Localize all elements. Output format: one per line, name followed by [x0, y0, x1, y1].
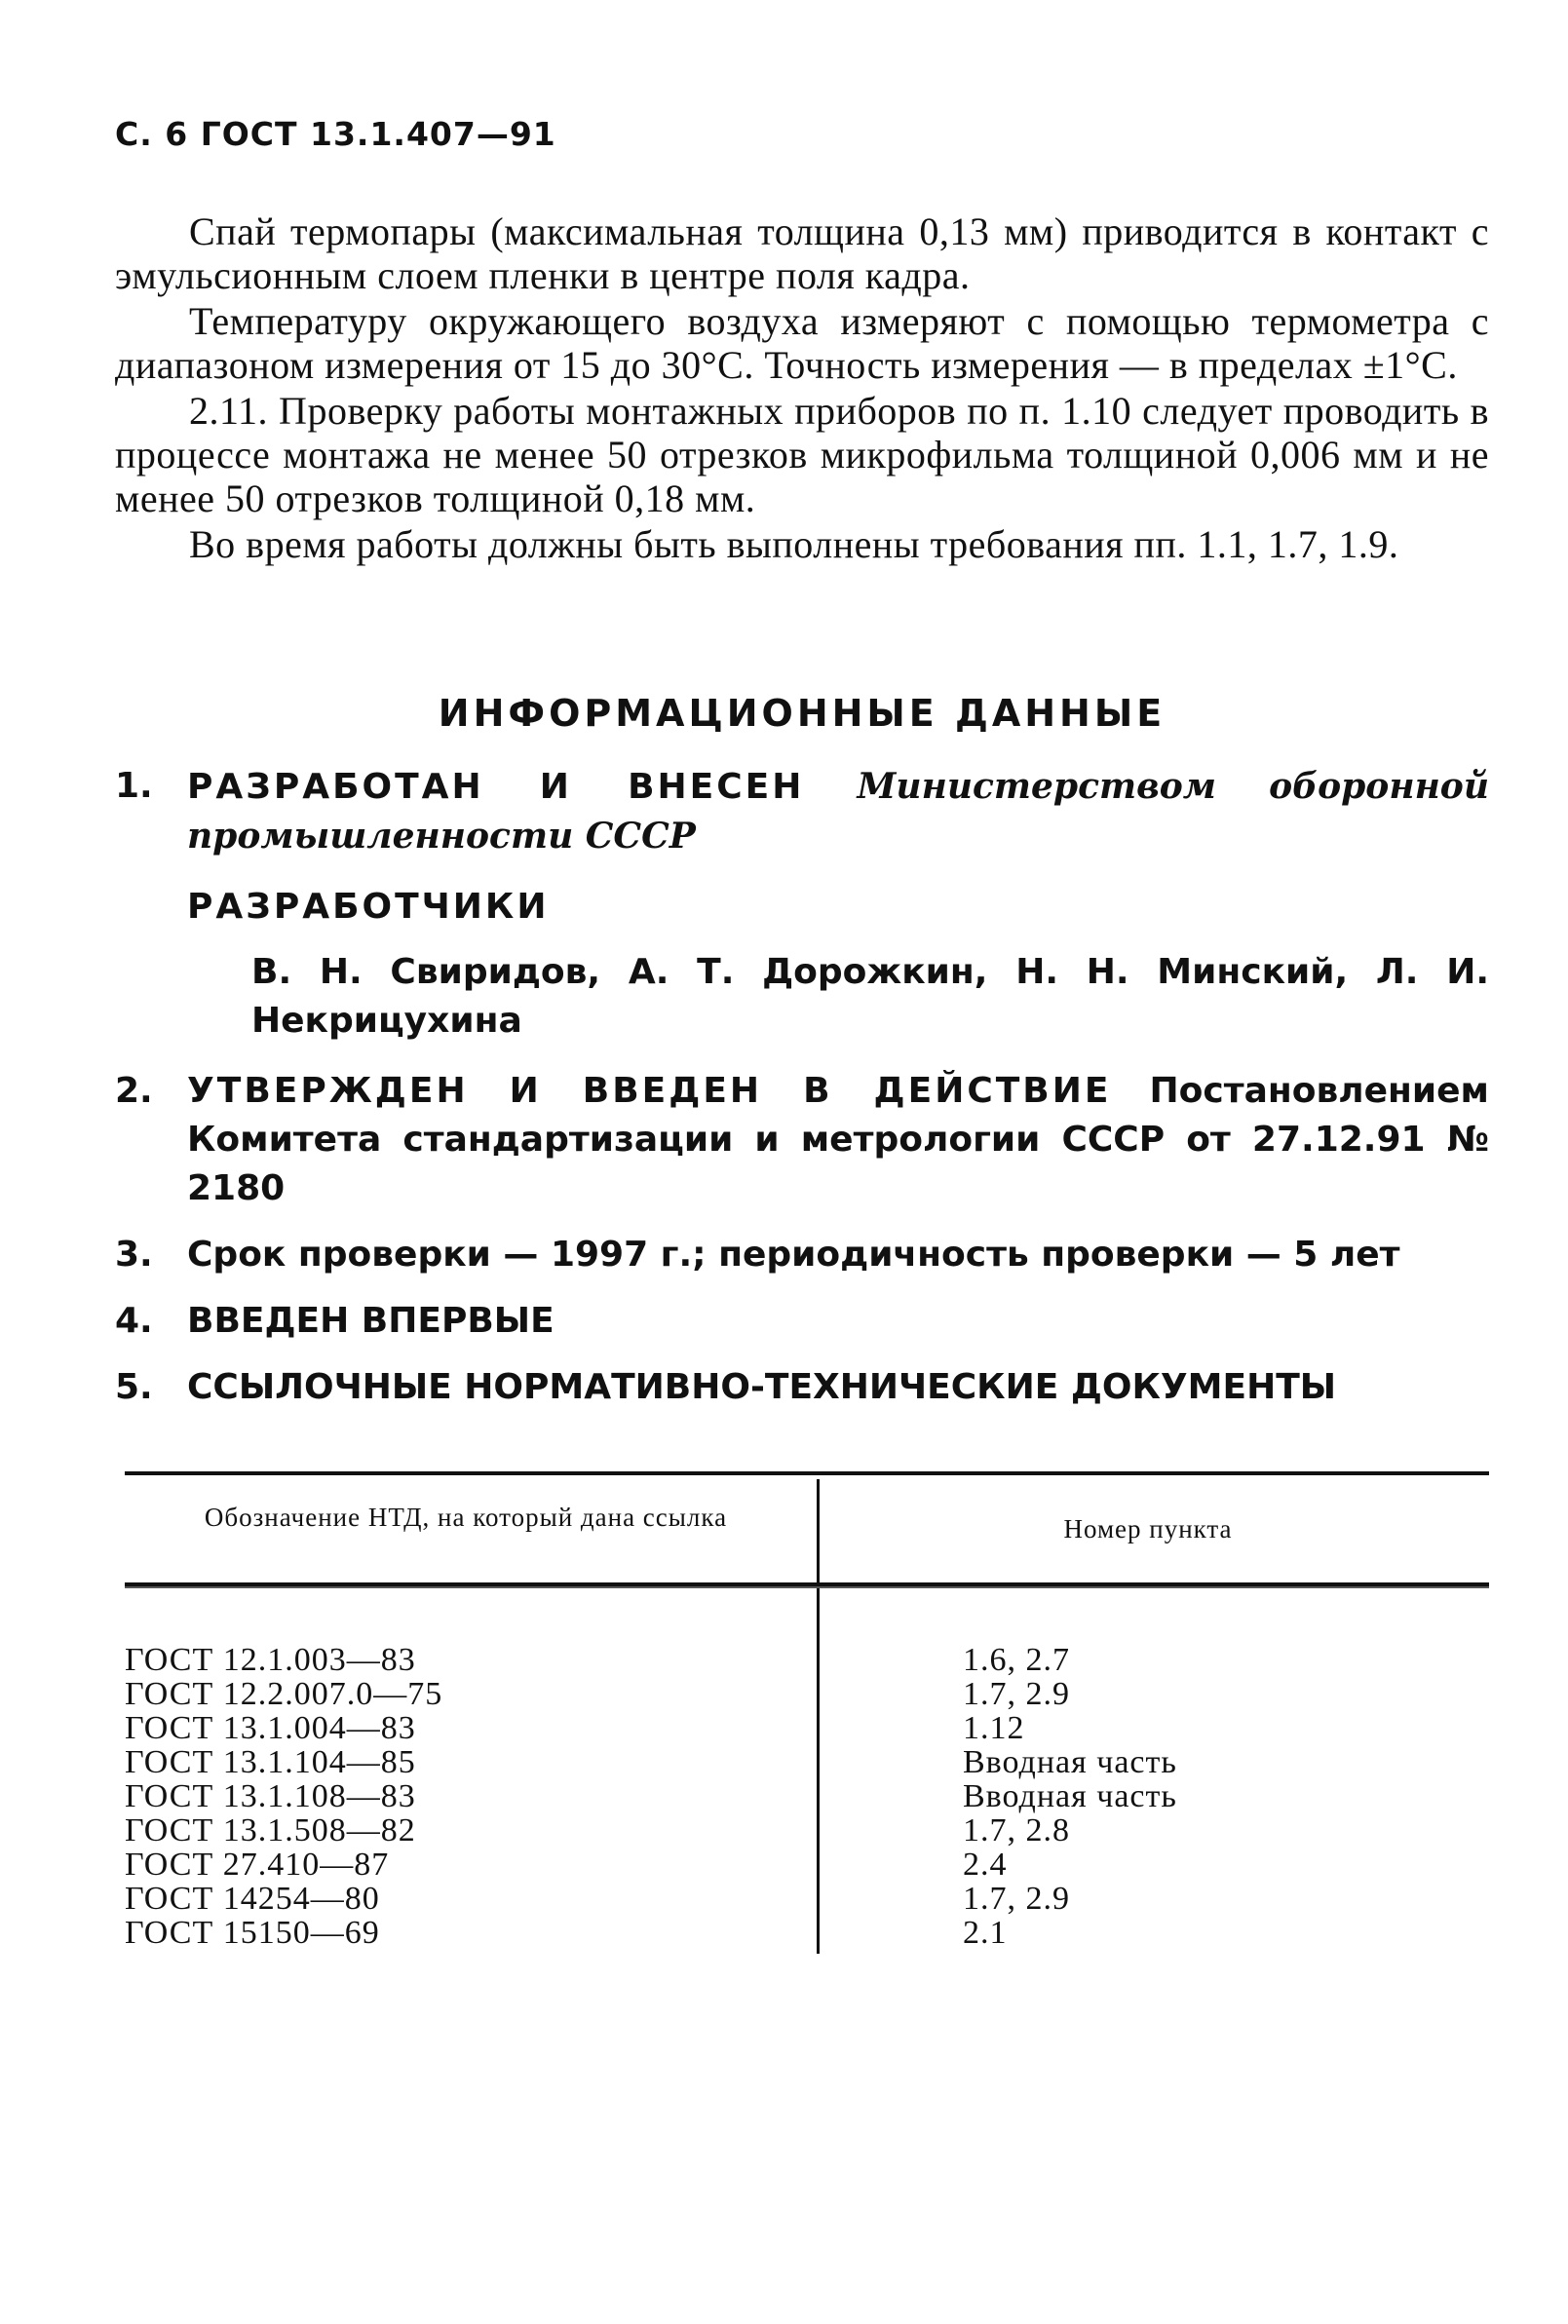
doc-designation: ГОСТ 12.2.007.0—75 — [125, 1676, 443, 1712]
item-number: 5. — [115, 1367, 153, 1407]
item-caps: РАЗРАБОТАН И ВНЕСЕН — [187, 767, 805, 807]
paragraph: 2.11. Проверку работы монтажных приборов по п. 1.10 следует проводить в процессе монтажа не менее 50 отрезков микрофильма толщиной 0,006 мм и не менее 50 отрезков толщиной 0,18 мм. — [115, 389, 1489, 520]
clause-number: 2.1 — [963, 1915, 1008, 1951]
doc-designation: ГОСТ 27.410—87 — [125, 1847, 390, 1883]
item-text: ВВЕДЕН ВПЕРВЫЕ — [187, 1301, 555, 1341]
doc-designation: ГОСТ 13.1.508—82 — [125, 1812, 416, 1848]
item-caps: УТВЕРЖДЕН И ВВЕДЕН В ДЕЙСТВИЕ — [187, 1071, 1112, 1111]
column-divider — [817, 1479, 820, 1582]
paragraph: Во время работы должны быть выполнены требования пп. 1.1, 1.7, 1.9. — [189, 522, 1399, 566]
item-text: ССЫЛОЧНЫЕ НОРМАТИВНО-ТЕХНИЧЕСКИЕ ДОКУМЕНТЫ — [187, 1367, 1337, 1407]
doc-designation: ГОСТ 13.1.108—83 — [125, 1778, 416, 1814]
info-item-5 — [115, 1363, 1489, 1412]
table-row — [125, 1813, 1489, 1848]
info-item-4 — [115, 1297, 1489, 1346]
doc-designation: ГОСТ 13.1.004—83 — [125, 1710, 416, 1746]
developers-list: В. Н. Свиридов, А. Т. Дорожкин, Н. Н. Минский, Л. И. Некрицухина — [251, 952, 1489, 1041]
item-number: 1. — [115, 766, 153, 806]
column-divider — [817, 1588, 820, 1954]
table-row — [125, 1711, 1489, 1745]
item-body — [187, 1067, 1489, 1213]
paragraph: Температуру окружающего воздуха измеряют с помощью термометра с диапазоном измерения от 15 до 30°С. Точность измерения — в пределах ±1°С. — [115, 299, 1489, 387]
table-row — [125, 1779, 1489, 1813]
developers-heading: РАЗРАБОТЧИКИ — [187, 887, 550, 927]
table-row — [125, 1882, 1489, 1916]
clause-number: 1.7, 2.8 — [963, 1812, 1070, 1848]
paragraph: Спай термопары (максимальная толщина 0,13 мм) приводится в контакт с эмульсионным слоем пленки в центре поля кадра. — [115, 210, 1489, 297]
table-row — [125, 1745, 1489, 1779]
doc-designation: ГОСТ 14254—80 — [125, 1881, 380, 1917]
column-header-ref: Номер пункта — [1063, 1514, 1233, 1543]
clause-number: 1.6, 2.7 — [963, 1642, 1070, 1678]
item-text: Постановлением Комитета стандартизации и метрологии СССР от 27.12.91 № 2180 — [187, 1071, 1489, 1208]
doc-designation: ГОСТ 13.1.104—85 — [125, 1744, 416, 1780]
section-title: ИНФОРМАЦИОННЫЕ ДАННЫЕ — [438, 692, 1166, 735]
table-row — [125, 1677, 1489, 1711]
info-item-3 — [115, 1231, 1489, 1279]
info-item-1 — [115, 762, 1489, 861]
reference-table — [125, 1471, 1489, 1950]
clause-number: 1.7, 2.9 — [963, 1676, 1070, 1712]
item-text: Срок проверки — 1997 г.; периодичность проверки — 5 лет — [187, 1235, 1400, 1275]
doc-designation: ГОСТ 15150—69 — [125, 1915, 380, 1951]
item-number: 3. — [115, 1235, 153, 1275]
doc-designation: ГОСТ 12.1.003—83 — [125, 1642, 416, 1678]
table-body — [125, 1588, 1489, 1950]
table-row — [125, 1916, 1489, 1950]
clause-number: 1.12 — [963, 1710, 1025, 1746]
clause-number: 2.4 — [963, 1847, 1008, 1883]
info-section — [115, 692, 1489, 1429]
item-number: 4. — [115, 1301, 153, 1341]
table-row — [125, 1643, 1489, 1677]
info-item-2 — [115, 1067, 1489, 1213]
body-text — [115, 210, 1489, 568]
column-header-doc: Обозначение НТД, на который дана ссылка — [204, 1503, 728, 1532]
table-header — [125, 1475, 1489, 1582]
table-row — [125, 1848, 1489, 1882]
item-text: Министерством оборонной промышленности СССР — [187, 766, 1489, 857]
clause-number: Вводная часть — [963, 1778, 1177, 1814]
item-number: 2. — [115, 1071, 153, 1111]
clause-number: Вводная часть — [963, 1744, 1177, 1780]
page-header: С. 6 ГОСТ 13.1.407—91 — [115, 115, 556, 153]
item-body — [187, 762, 1489, 861]
clause-number: 1.7, 2.9 — [963, 1881, 1070, 1917]
